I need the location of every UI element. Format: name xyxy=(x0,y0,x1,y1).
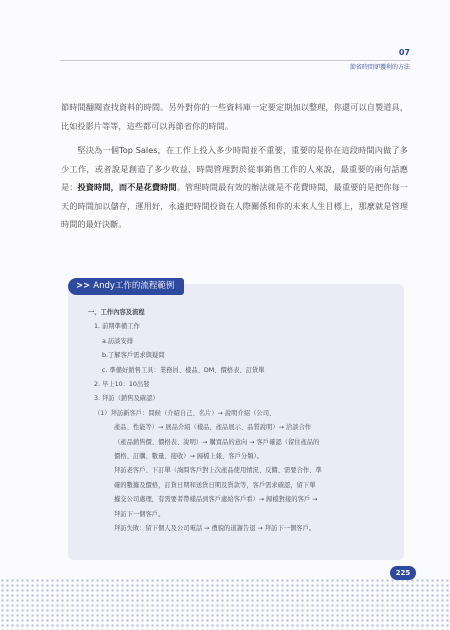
list-item: a.訪談安排 xyxy=(102,337,134,345)
list-item: （1）拜訪新客戶：問候（介紹自己、名片）→ 說明介紹（公司、 xyxy=(94,409,276,417)
header-rule xyxy=(60,60,410,61)
list-item: 2. 早上10：10出發 xyxy=(94,381,150,389)
example-box-content xyxy=(88,306,388,537)
example-box-title: Andy工作的流程範例 xyxy=(93,281,175,291)
body-text xyxy=(61,98,408,240)
section-heading: 一、工作內容及流程 xyxy=(88,309,145,316)
double-chevron-icon: >> xyxy=(76,281,91,291)
list-item: b.了解客戶需求與疑問 xyxy=(102,352,165,360)
list-item: 價格、訂購、數量、接收）→ 歸檔上報、客戶分類）。 xyxy=(114,453,263,461)
list-item: c. 準備好銷售工具：業務員、樣品、DM、價格表、訂貨單 xyxy=(102,366,265,374)
paragraph-2 xyxy=(61,141,408,234)
list-item: 拜訪失敗：留下個人及公司電話 → 禮貌的道謝告退 → 拜訪下一個客戶。 xyxy=(114,525,316,533)
dotted-footer-pattern xyxy=(0,578,450,630)
list-item: 確的數據及價格，訂貨日期和送貨日期及貨款等，客戶需求確認，留下單 xyxy=(114,481,316,489)
chapter-number: 07 xyxy=(398,48,410,57)
page-number: 225 xyxy=(390,566,416,580)
list-item: （產品銷售價、價格表、說明）→ 購買品的意向 → 客戶確認（留住產品的 xyxy=(114,438,320,446)
paragraph-1: 節時間翻閱查找資料的時間。另外對你的一些資料庫一定要定期加以整理，你還可以自製道具，比如投影片等等，這些都可以再節省你的時間。 xyxy=(61,102,408,131)
list-item: 產品、性能等）→ 展品介紹（樣品、產品展示、品質說明）→ 洽談合作 xyxy=(114,424,312,432)
list-item: 拜訪下一個客戶。 xyxy=(114,510,165,518)
list-item: 據交公司處理，有需要者帶樣品到客戶處給客戶看）→ 歸檔對接的客戶 → xyxy=(114,496,318,504)
list-item: 1. 前期準備工作 xyxy=(94,323,140,331)
paragraph-2-highlight: 投資時間，而不是花費時間 xyxy=(77,182,177,192)
paragraph-2-end: 。管理時間最有效的辦法就是不花費時間，最重要的是把你每一天的時間加以儲存，運用好，永遠把時間投資在人際關係和你的未來人生目標上，那麼就是管理時間的最好決斷。 xyxy=(61,182,408,229)
chapter-title: 節省時間卻獲利的方法 xyxy=(349,64,410,71)
list-item: 拜訪老客戶、下訂單（詢問客戶對上次產品使用情況、反饋、需要合作、準 xyxy=(114,467,322,475)
example-box-tab xyxy=(68,278,184,295)
paragraph-2-start: 堅決為一個Top Sales，在工作上投入多少時間並不重要，重要的是你在這段時間內做了多少工作，或者說是創造了多少收益，時間管理對於從事銷售工作的人來說，最重要的兩句話應是： xyxy=(61,145,408,192)
list-item: 3. 拜訪（銷售及確認） xyxy=(94,395,159,403)
